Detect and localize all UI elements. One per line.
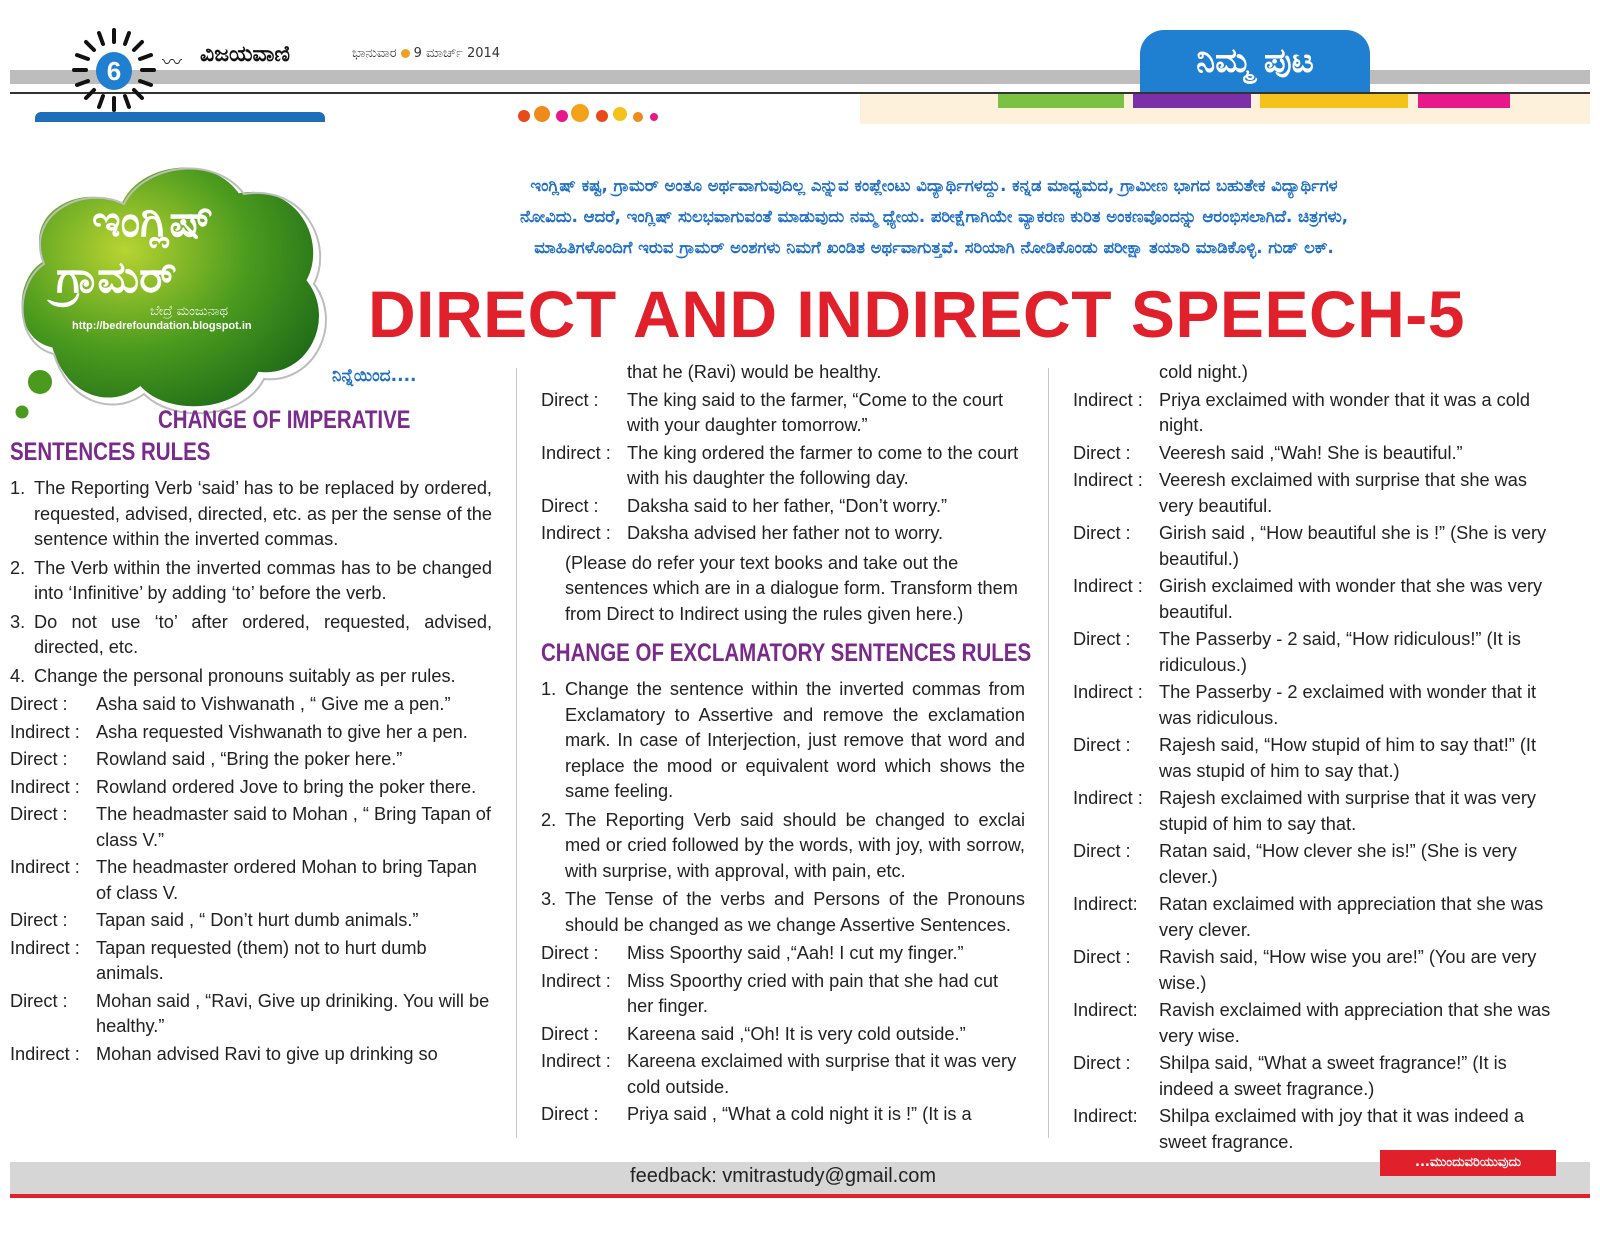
rule-text: The Reporting Verb ‘said’ has to be replaced by ordered, requested, advised, directed, etc. as per the sense of the sentence within the inverted commas. [34,478,492,549]
example-text: Ratan said, “How clever she is!” (She is very clever.) [1159,841,1517,887]
example-row [541,969,1025,1020]
example-row [1073,839,1558,890]
footer-rule [10,1194,1590,1198]
example-label: Direct : [1073,442,1131,463]
example-row [10,855,492,906]
issue-date-value: 9 ಮಾರ್ಚ್ 2014 [413,46,501,61]
example-text: The king ordered the farmer to come to the court with his daughter the following day. [627,442,1019,488]
color-strip-green [998,94,1124,108]
example-text: Kareena exclaimed with surprise that it was very cold outside. [627,1051,1017,1097]
example-label: Direct : [1073,735,1131,755]
example-row [541,941,1025,967]
example-label: Indirect: [1073,1106,1138,1126]
example-row [541,1102,1025,1128]
list-item [541,808,1025,885]
dot-icon [401,49,410,58]
color-strip-yellow [1260,94,1408,108]
example-label: Indirect : [1073,682,1143,702]
rule-text: Do not use ‘to’ after ordered, requested, advised, directed, etc. [34,611,492,657]
imperative-rules-list [10,476,492,689]
logo-url: http://bedrefoundation.blogspot.in [72,320,252,332]
example-label: Indirect : [541,1051,611,1071]
example-text: Tapan said , “ Don’t hurt dumb animals.” [96,910,419,930]
example-row [1073,468,1558,519]
rule-text: Change the personal pronouns suitably as per rules. [34,665,456,686]
rule-number: 1. [10,478,26,498]
example-row [1073,574,1558,625]
example-row [10,1042,492,1068]
example-label: Direct : [1073,629,1131,649]
rule-number: 4. [10,665,26,686]
example-row [1073,892,1558,943]
example-label: Indirect : [10,776,80,797]
example-text: Asha said to Vishwanath , “ Give me a pen.” [96,694,451,714]
example-label: Indirect : [541,523,611,543]
logo-author: ಬೇದ್ರೆ ಮಂಜುನಾಥ [150,304,228,319]
example-text: Tapan requested (them) not to hurt dumb animals. [96,937,427,983]
header-blue-tab [35,112,325,122]
column-3 [1073,360,1558,1155]
example-text: The king said to the farmer, “Come to the court with your daughter tomorrow.” [627,389,1004,435]
logo-title-line2: ಗ್ರಾಮರ್ [56,252,177,303]
column-2 [541,360,1032,1128]
exclamatory-rules-list [541,677,1025,938]
example-text: Girish exclaimed with wonder that she was very beautiful. [1159,576,1543,622]
logo-title-line1: ಇಂಗ್ಲಿಷ್ [92,196,214,247]
example-label: Direct : [541,389,599,410]
continued-from: ನಿನ್ನೆಯಿಂದ.... [332,366,417,386]
imperative-heading-line1: CHANGE OF IMPERATIVE [158,406,411,434]
example-text: Priya exclaimed with wonder that it was a cold night. [1159,389,1530,435]
example-row [10,936,492,987]
example-text: Ratan exclaimed with appreciation that she was very clever. [1159,894,1544,940]
example-text: The Passerby - 2 said, “How ridiculous!” (It is ridiculous.) [1159,629,1521,675]
example-label: Direct : [1073,947,1131,967]
example-row [10,720,492,746]
example-label: Direct : [541,1104,599,1124]
example-row [1073,521,1558,572]
example-label: Direct : [541,1023,599,1044]
rule-number: 2. [541,809,557,830]
example-text: Veeresh exclaimed with surprise that she was very beautiful. [1159,470,1527,516]
list-item [10,610,492,661]
example-text: Daksha advised her father not to worry. [627,523,944,543]
note-paragraph: (Please do refer your text books and take out the sentences which are in a dialogue form. Transform them from Direct to Indirect using the rules given here.) [565,552,1018,624]
example-label: Indirect: [1073,894,1138,914]
example-text: Miss Spoorthy cried with pain that she had cut her finger. [627,970,999,1016]
example-label: Direct : [541,943,599,963]
rule-text: The Tense of the verbs and Persons of the Pronouns should be changed as we change Assertive Sentences. [565,889,1025,935]
rule-text: Change the sentence within the inverted commas from Exclamatory to Assertive and remove the exclamation mark. In case of Interjection, just remove that word and replace the mood or equivalent word which shows the same feeling. [565,679,1025,801]
rule-number: 1. [541,679,557,699]
example-label: Direct : [541,495,599,516]
example-label: Direct : [10,694,68,714]
example-text: The headmaster ordered Mohan to bring Tapan of class V. [96,857,477,903]
rule-number: 3. [10,611,26,632]
continued-tag: ...ಮುಂದುವರಿಯುವುದು [1380,1150,1556,1176]
newspaper-brand: ವಿಜಯವಾಣಿ [200,42,291,67]
example-text: Mohan said , “Ravi, Give up driniking. You will be healthy.” [96,990,490,1036]
brand-bird-icon: 〰 [162,52,182,74]
example-label: Direct : [1073,841,1131,861]
example-label: Indirect : [10,1043,80,1064]
list-item [541,677,1025,805]
example-row [1073,733,1558,784]
example-text: Shilpa exclaimed with joy that it was indeed a sweet fragrance. [1159,1106,1524,1152]
example-text: Miss Spoorthy said ,“Aah! I cut my finger.” [627,943,964,963]
imperative-heading-line2: SENTENCES RULES [10,438,211,466]
example-label: Indirect : [10,937,80,958]
example-label: Indirect : [541,442,611,463]
example-label: Indirect : [1073,470,1143,490]
example-text: Shilpa said, “What a sweet fragrance!” (It is indeed a sweet fragrance.) [1159,1053,1507,1099]
intro-line: ನೋವಿದು. ಆದರೆ, ಇಂಗ್ಲಿಷ್ ಸುಲಭವಾಗುವಂತೆ ಮಾಡುವುದು ನಮ್ಮ ಧ್ಯೇಯ. ಪರೀಕ್ಷೆಗಾಗಿಯೇ ವ್ಯಾಕರಣ ಕುರಿತ ಅಂಕಣವೊಂದನ್ನು ಆರಂಭಿಸಲಾಗಿದೆ. ಚಿತ್ರಗಳು, [520,207,1348,226]
gears-decoration-icon [512,102,662,122]
intro-paragraph [328,170,1540,263]
example-text: Mohan advised Ravi to give up drinking so [96,1043,438,1064]
example-label: Indirect : [10,721,80,742]
example-row [1073,1104,1558,1155]
example-row [10,775,492,801]
example-row [10,747,492,773]
example-text: Rajesh said, “How stupid of him to say that!” (It was stupid of him to say that.) [1159,735,1537,781]
column-divider [1048,368,1049,1138]
rule-number: 2. [10,557,26,578]
rule-text: The Verb within the inverted commas has to be changed into ‘Infinitive’ by adding ‘to’ before the verb. [34,557,492,603]
example-label: Indirect : [1073,576,1143,596]
continuation-text: that he (Ravi) would be healthy. [627,362,882,382]
example-label: Direct : [10,749,68,769]
example-text: Rowland said , “Bring the poker here.” [96,749,403,769]
example-text: The headmaster said to Mohan , “ Bring Tapan of class V.” [96,804,491,850]
column-1 [10,360,492,1067]
example-row [541,521,1025,547]
example-row [10,989,492,1040]
example-label: Direct : [10,804,68,824]
list-item [10,556,492,607]
continuation-text: cold night.) [1159,362,1248,382]
example-row [541,388,1025,439]
example-text: Rajesh exclaimed with surprise that it was very stupid of him to say that. [1159,788,1537,834]
issue-day: ಭಾನುವಾರ [352,46,397,61]
example-text: Rowland ordered Jove to bring the poker there. [96,776,477,797]
example-row [1073,1051,1558,1102]
page-number: 6 [96,52,132,90]
example-row [1073,786,1558,837]
example-label: Indirect : [1073,389,1143,410]
intro-line: ಇಂಗ್ಲಿಷ್ ಕಷ್ಟ, ಗ್ರಾಮರ್ ಅಂತೂ ಅರ್ಥವಾಗುವುದಿಲ್ಲ ಎನ್ನುವ ಕಂಪ್ಲೇಂಟು ವಿದ್ಯಾರ್ಥಿಗಳದ್ದು. ಕನ್ನಡ ಮಾಧ್ಯಮದ, ಗ್ರಾಮೀಣ ಭಾಗದ ಬಹುತೇಕ ವಿದ್ಯಾರ್ಥಿಗಳ [530,176,1338,195]
example-text: Girish said , “How beautiful she is !” (She is very beautiful.) [1159,523,1547,569]
feedback-email[interactable]: feedback: vmitrastudy@gmail.com [630,1165,936,1187]
example-text: Ravish said, “How wise you are!” (You are very wise.) [1159,947,1537,993]
example-row [541,494,1025,520]
example-row [1073,945,1558,996]
issue-date [352,46,500,61]
example-text: Ravish exclaimed with appreciation that she was very wise. [1159,1000,1551,1046]
example-label: Direct : [10,990,68,1011]
example-row [541,1022,1025,1048]
example-row [541,441,1025,492]
example-text: Asha requested Vishwanath to give her a pen. [96,721,468,742]
section-tab: ನಿಮ್ಮ ಪುಟ [1140,30,1370,92]
example-text: Veeresh said ,“Wah! She is beautiful.” [1159,442,1463,463]
example-label: Direct : [1073,523,1131,543]
example-label: Indirect : [541,970,611,991]
intro-line: ಮಾಹಿತಿಗಳೊಂದಿಗೆ ಇರುವ ಗ್ರಾಮರ್ ಅಂಶಗಳು ನಿಮಗೆ ಖಂಡಿತ ಅರ್ಥವಾಗುತ್ತವೆ. ಸರಿಯಾಗಿ ನೋಡಿಕೊಂಡು ಪರೀಕ್ಷಾ ತಯಾರಿ ಮಾಡಿಕೊಳ್ಳಿ. ಗುಡ್ ಲಕ್. [534,238,1334,257]
example-row [10,802,492,853]
example-row [10,692,492,718]
example-row [541,1049,1025,1100]
list-item [541,887,1025,938]
rule-number: 3. [541,889,557,909]
rule-text: The Reporting Verb said should be changed to exclai med or cried followed by the words, with joy, with sorrow, with surprise, with approval, with pain, etc. [565,809,1025,881]
exclamatory-heading: CHANGE OF EXCLAMATORY SENTENCES RULES [541,639,1032,667]
example-label: Indirect: [1073,1000,1138,1020]
example-text: Priya said , “What a cold night it is !” (It is a [627,1104,972,1124]
list-item [10,476,492,553]
example-text: The Passerby - 2 exclaimed with wonder that it was ridiculous. [1159,682,1537,728]
example-row [1073,441,1558,467]
column-divider [516,368,517,1138]
example-row [1073,998,1558,1049]
example-row [10,908,492,934]
example-label: Indirect : [10,857,80,877]
example-text: Daksha said to her father, “Don’t worry.” [627,495,948,516]
example-row [1073,680,1558,731]
example-row [1073,388,1558,439]
example-label: Indirect : [1073,788,1143,808]
example-label: Direct : [1073,1053,1131,1073]
color-strip-purple [1133,94,1251,108]
example-label: Direct : [10,910,68,930]
example-text: Kareena said ,“Oh! It is very cold outside.” [627,1023,966,1044]
color-strip-pink [1418,94,1510,108]
example-row [1073,627,1558,678]
list-item [10,664,492,690]
page-title: DIRECT AND INDIRECT SPEECH-5 [368,277,1465,351]
